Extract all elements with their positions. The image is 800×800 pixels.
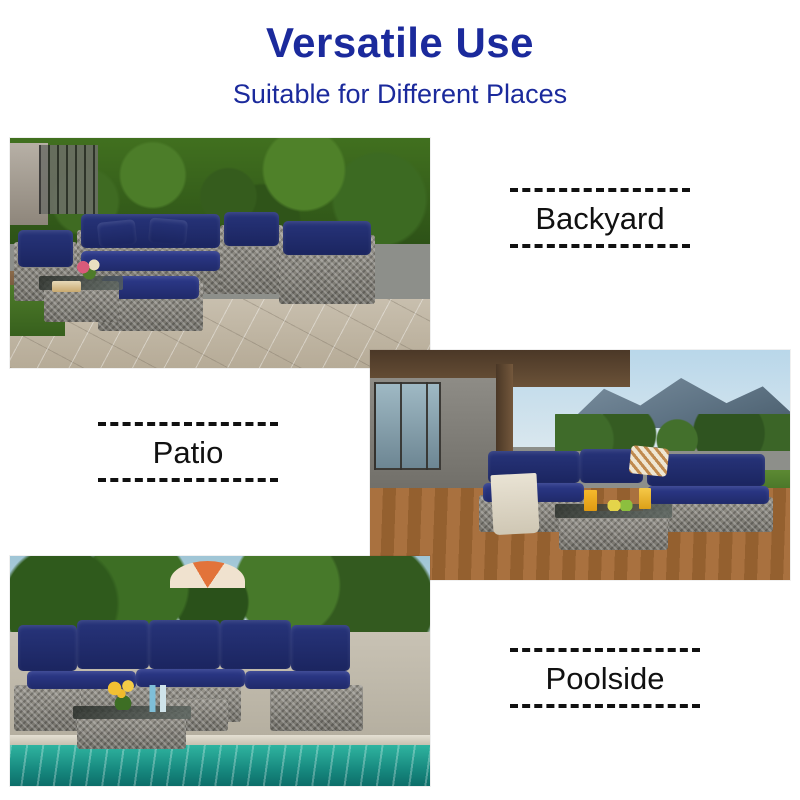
page-subtitle: Suitable for Different Places: [232, 79, 568, 110]
dash-rule-bottom: [510, 244, 690, 248]
armless-chair-left-cushion: [18, 230, 73, 267]
sectional-left-frame: [14, 685, 81, 731]
sunflower-vase: [102, 680, 144, 710]
back-cushion-3: [149, 620, 220, 668]
dash-rule-bottom: [98, 478, 278, 482]
background-trees: [555, 414, 790, 451]
photo-patio: [370, 350, 790, 580]
dash-rule-bottom: [510, 704, 700, 708]
back-cushion-2: [77, 620, 148, 668]
flower-vase: [73, 258, 107, 281]
label-poolside-text: Poolside: [545, 661, 665, 696]
corner-seat-cushion: [224, 212, 279, 247]
seat-cushion-right: [647, 486, 769, 504]
window-frame-bars: [374, 382, 441, 469]
drink-glass-right: [639, 488, 652, 509]
drink-glass-left: [584, 490, 597, 511]
photo-backyard: [10, 138, 430, 368]
water-ripples: [10, 745, 430, 786]
page-title: Versatile Use: [265, 19, 534, 66]
label-backyard: [500, 188, 700, 248]
label-patio-text: Patio: [152, 435, 224, 470]
label-backyard-text: Backyard: [535, 201, 665, 236]
sectional-right-frame: [270, 685, 362, 731]
metal-fence: [39, 145, 98, 214]
cream-throw-blanket: [490, 473, 539, 535]
throw-pillow-right: [148, 217, 188, 245]
photo-poolside: [10, 556, 430, 786]
back-cushion-1: [18, 625, 77, 671]
seat-cushion-right: [245, 671, 350, 689]
right-seat-cushion: [283, 221, 371, 256]
patterned-throw-pillow: [629, 445, 669, 476]
back-cushion-4: [220, 620, 291, 668]
fruit-plate: [605, 500, 634, 512]
snack-tray: [52, 281, 81, 293]
drink-bottles: [144, 685, 173, 713]
back-cushion-5: [291, 625, 350, 671]
label-poolside: [500, 648, 710, 708]
throw-pillow-left: [97, 219, 137, 248]
label-patio: [88, 422, 288, 482]
pool-coping-edge: [10, 735, 430, 744]
header: [0, 0, 800, 110]
